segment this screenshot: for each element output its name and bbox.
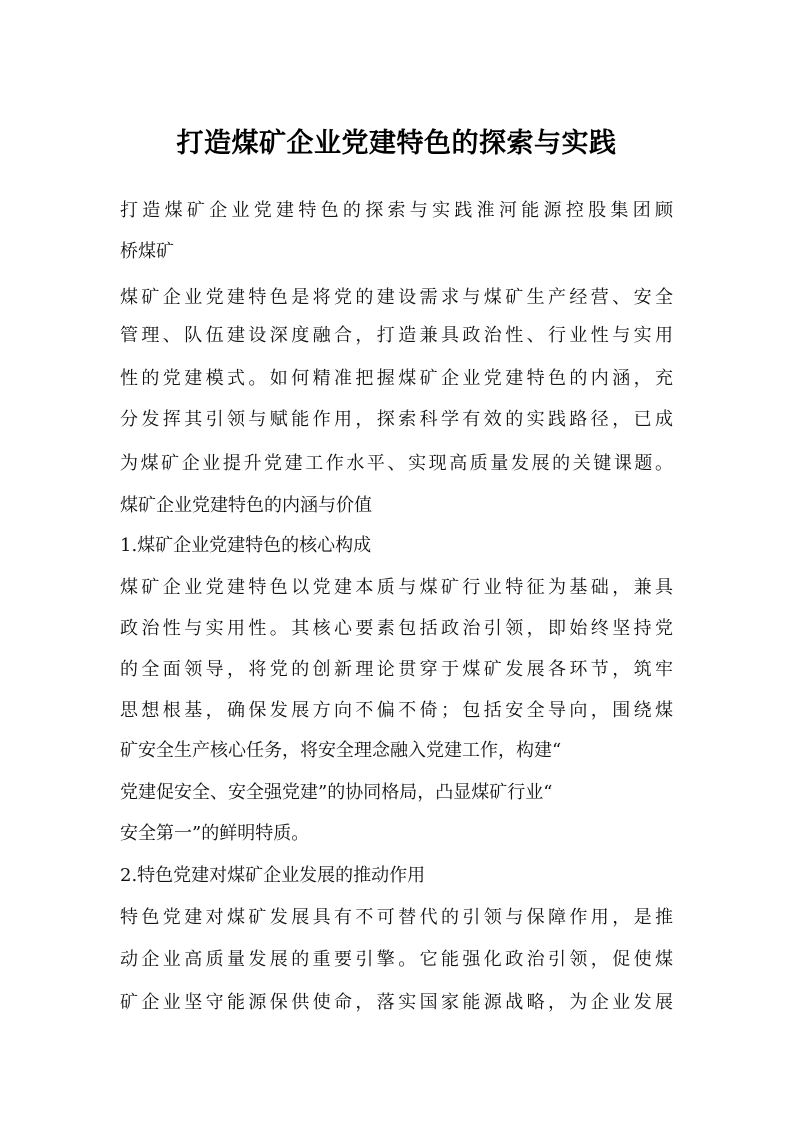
text-line: 政治性与实用性。其核心要素包括政治引领，即始终坚持党 <box>120 618 673 639</box>
subsection-heading: 2.特色党建对煤矿企业发展的推动作用 <box>120 865 426 886</box>
text-line: 矿安全生产核心任务，将安全理念融入党建工作，构建“ <box>120 740 562 761</box>
text-line: 打造煤矿企业党建特色的探索与实践淮河能源控股集团顾 <box>120 200 673 221</box>
subsection-heading: 1.煤矿企业党建特色的核心构成 <box>120 535 372 556</box>
text-line: 安全第一”的鲜明特质。 <box>120 823 310 844</box>
text-line: 的全面领导，将党的创新理论贯穿于煤矿发展各环节，筑牢 <box>120 659 673 680</box>
text-line: 煤矿企业党建特色是将党的建设需求与煤矿生产经营、安全 <box>120 287 673 308</box>
document-title: 打造煤矿企业党建特色的探索与实践 <box>176 128 617 159</box>
text-line: 党建促安全、安全强党建”的协同格局，凸显煤矿行业“ <box>120 782 553 803</box>
section-heading: 煤矿企业党建特色的内涵与价值 <box>120 495 372 516</box>
text-line: 动企业高质量发展的重要引擎。它能强化政治引领，促使煤 <box>120 949 673 970</box>
text-line: 特色党建对煤矿发展具有不可替代的引领与保障作用，是推 <box>120 907 673 928</box>
text-line: 矿企业坚守能源保供使命，落实国家能源战略，为企业发展 <box>120 992 673 1013</box>
text-line: 管理、队伍建设深度融合，打造兼具政治性、行业性与实用 <box>120 325 673 346</box>
text-line: 性的党建模式。如何精准把握煤矿企业党建特色的内涵，充 <box>120 368 673 389</box>
text-line: 为煤矿企业提升党建工作水平、实现高质量发展的关键课题。 <box>120 453 673 474</box>
text-line: 分发挥其引领与赋能作用，探索科学有效的实践路径，已成 <box>120 409 673 430</box>
text-line: 桥煤矿 <box>120 241 174 262</box>
text-line: 思想根基，确保发展方向不偏不倚；包括安全导向，围绕煤 <box>120 700 673 721</box>
text-line: 煤矿企业党建特色以党建本质与煤矿行业特征为基础，兼具 <box>120 577 673 598</box>
